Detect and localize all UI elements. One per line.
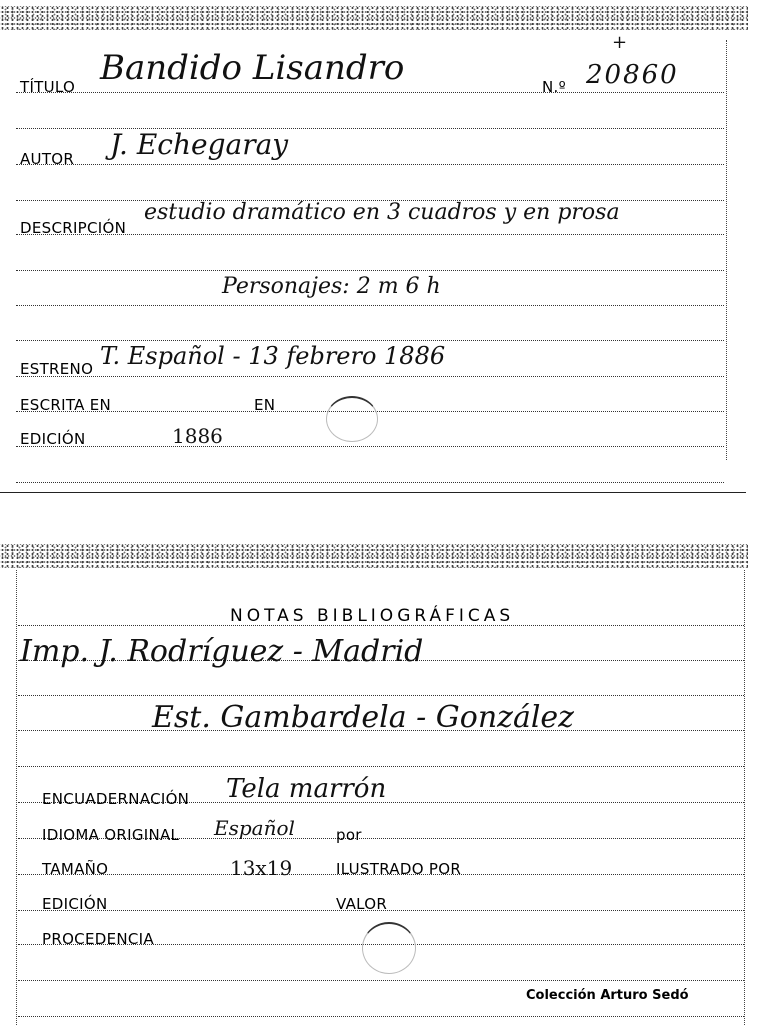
titulo-label: TÍTULO (20, 78, 76, 96)
nota-line-2: Est. Gambardela - González (152, 700, 574, 735)
edicion-label: EDICIÓN (20, 430, 86, 448)
ilustrado-label: ILUSTRADO POR (336, 860, 462, 878)
autor-value: J. Echegaray (110, 128, 289, 161)
rule-line (16, 482, 724, 483)
rule-line (16, 92, 724, 93)
procedencia-label: PROCEDENCIA (42, 930, 154, 948)
card-right-edge (744, 570, 745, 1025)
rule-line (18, 980, 744, 981)
tamano-label: TAMAÑO (42, 860, 109, 878)
escrita-en-label: ESCRITA EN (20, 396, 112, 414)
rule-line (16, 305, 724, 306)
estreno-label: ESTRENO (20, 360, 94, 378)
rule-line (16, 446, 724, 447)
idioma-label: IDIOMA ORIGINAL (42, 826, 180, 844)
notas-bibliograficas-header: NOTAS BIBLIOGRÁFICAS (230, 606, 515, 626)
stamp-circle (362, 922, 416, 974)
rule-line (16, 340, 724, 341)
descripcion-value: estudio dramático en 3 cuadros y en prosa (144, 200, 620, 225)
encuadernacion-label: ENCUADERNACIÓN (42, 790, 190, 808)
card-top-edge-texture (0, 6, 748, 30)
encuadernacion-value: Tela marrón (226, 774, 387, 804)
rule-line (18, 695, 744, 696)
rule-line (16, 164, 724, 165)
plus-mark: + (612, 32, 628, 53)
edicion-back-label: EDICIÓN (42, 895, 108, 913)
rule-line (18, 1016, 744, 1017)
descripcion-label: DESCRIPCIÓN (20, 219, 127, 237)
estreno-value: T. Español - 13 febrero 1886 (100, 342, 446, 370)
numero-value: 20860 (586, 60, 679, 90)
card-cut-line (0, 492, 746, 493)
titulo-value: Bandido Lisandro (100, 48, 405, 88)
rule-line (16, 376, 724, 377)
coleccion-credit: Colección Arturo Sedó (526, 988, 689, 1003)
en-label: EN (254, 396, 276, 414)
valor-label: VALOR (336, 895, 388, 913)
por-label: por (336, 826, 362, 844)
card-left-edge (16, 570, 17, 1025)
nota-line-1: Imp. J. Rodríguez - Madrid (20, 634, 424, 669)
rule-line (18, 766, 744, 767)
personajes-value: Personajes: 2 m 6 h (222, 274, 441, 299)
tamano-value: 13x19 (230, 856, 293, 880)
rule-line (16, 270, 724, 271)
idioma-value: Español (214, 816, 295, 840)
card-right-edge (726, 40, 727, 460)
card-top-edge-texture (0, 544, 748, 568)
catalog-card-front (0, 0, 759, 495)
stamp-circle (326, 396, 378, 442)
autor-label: AUTOR (20, 150, 75, 168)
numero-label: N.º (542, 78, 566, 96)
edicion-value: 1886 (172, 424, 223, 448)
